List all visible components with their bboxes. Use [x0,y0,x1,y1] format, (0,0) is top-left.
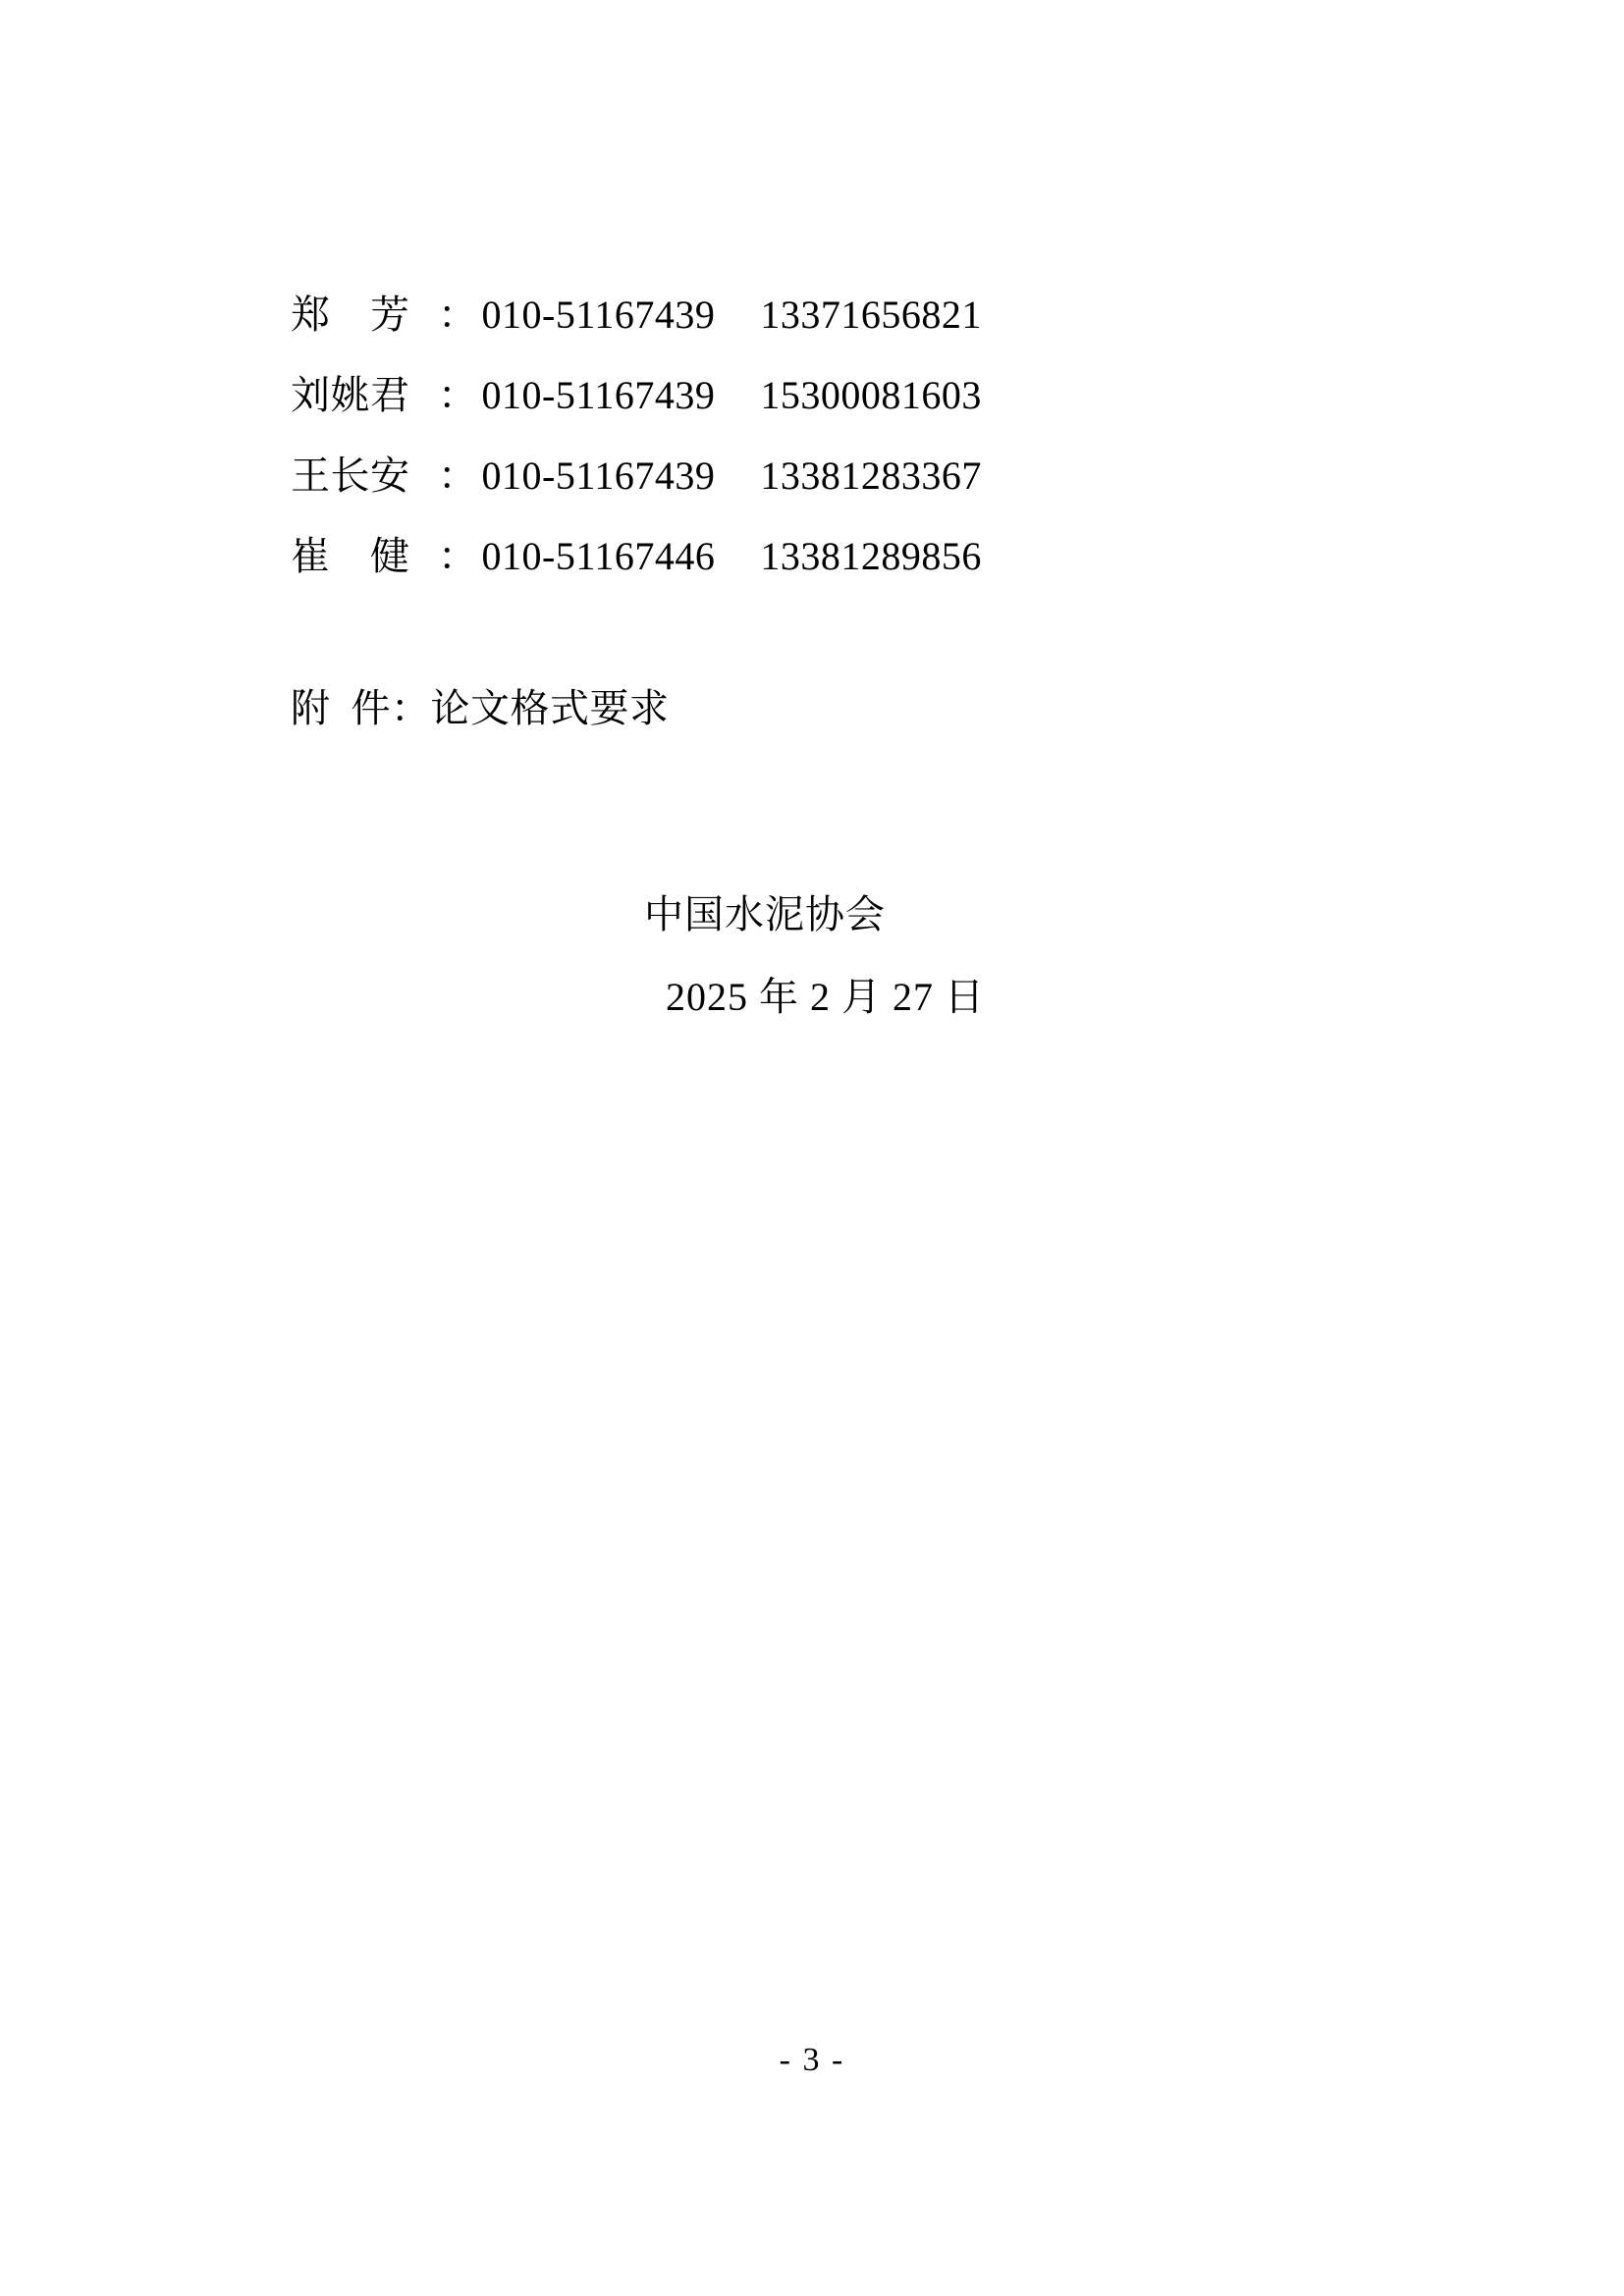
contact-name: 王长安 [291,454,410,498]
attachment-line: 附 件：论文格式要求 [291,686,670,730]
contact-list [291,275,1351,597]
contact-mobile-phone: 13381283367 [760,454,982,498]
contact-name: 崔 健 [291,534,410,578]
contact-row [291,436,1351,516]
document-body [291,275,1351,1039]
contact-colon: ： [438,373,478,417]
contact-office-phone: 010-51167439 [481,293,716,337]
contact-colon: ： [438,293,478,337]
contact-office-phone: 010-51167439 [481,454,716,498]
page-number: - 3 - [779,2042,845,2078]
contact-name: 刘姚君 [291,373,410,417]
contact-colon: ： [438,454,478,498]
contact-name: 郑 芳 [291,293,410,337]
contact-office-phone: 010-51167439 [481,373,716,417]
contact-row [291,355,1351,436]
contact-mobile-phone: 13371656821 [760,293,982,337]
contact-office-phone: 010-51167446 [481,534,716,578]
signature-date: 2025 年 2 月 27 日 [666,975,985,1019]
signature-organization: 中国水泥协会 [644,892,886,936]
signature-block [291,874,1351,1039]
contact-row [291,516,1351,597]
contact-colon: ： [438,534,478,578]
contact-row [291,275,1351,355]
contact-mobile-phone: 13381289856 [760,534,982,578]
contact-mobile-phone: 15300081603 [760,373,982,417]
